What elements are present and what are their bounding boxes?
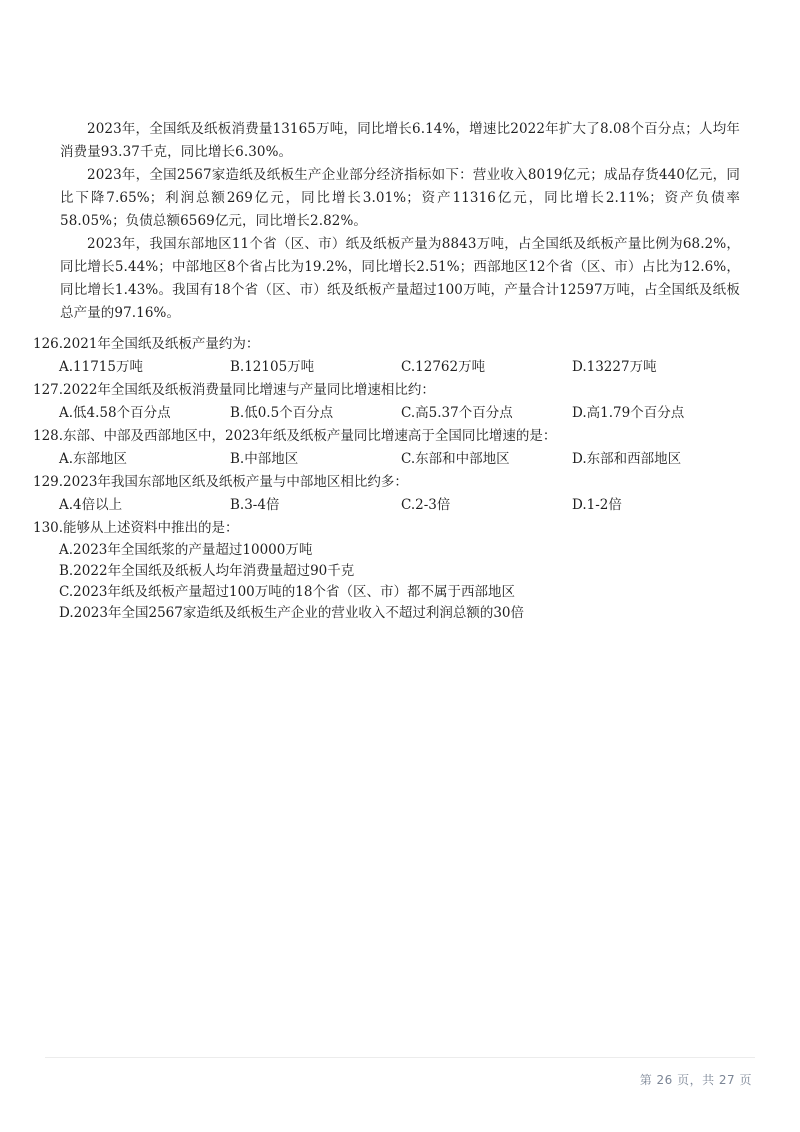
option-b: B.低0.5个百分点 bbox=[230, 405, 334, 421]
question-stem: 130.能够从上述资料中推出的是： bbox=[33, 520, 239, 536]
option-d: D.1-2倍 bbox=[572, 497, 622, 513]
question-130 bbox=[33, 517, 753, 624]
question-list bbox=[33, 333, 753, 624]
option-c: C.12762万吨 bbox=[401, 359, 486, 375]
options-row bbox=[33, 494, 753, 517]
option-b: B.3-4倍 bbox=[230, 497, 280, 513]
option-c: C.东部和中部地区 bbox=[401, 451, 510, 467]
reading-passage bbox=[60, 118, 740, 325]
question-129 bbox=[33, 471, 753, 517]
option-d: D.东部和西部地区 bbox=[572, 451, 682, 467]
question-stem: 129.2023年我国东部地区纸及纸板产量与中部地区相比约多： bbox=[33, 474, 408, 490]
passage-paragraph-1: 2023年，全国纸及纸板消费量13165万吨，同比增长6.14%，增速比2022年扩大了8.08个百分点；人均年消费量93.37千克，同比增长6.30%。 bbox=[60, 121, 740, 160]
option-d: D.2023年全国2567家造纸及纸板生产企业的营业收入不超过利润总额的30倍 bbox=[59, 605, 525, 621]
option-a: A.11715万吨 bbox=[59, 359, 143, 375]
options-row bbox=[33, 356, 753, 379]
option-d: D.13227万吨 bbox=[572, 359, 657, 375]
option-b: B.12105万吨 bbox=[230, 359, 315, 375]
options-row bbox=[33, 402, 753, 425]
question-stem: 126.2021年全国纸及纸板产量约为： bbox=[33, 336, 260, 352]
option-c: C.高5.37个百分点 bbox=[401, 405, 513, 421]
option-c: C.2-3倍 bbox=[401, 497, 451, 513]
question-127 bbox=[33, 379, 753, 425]
option-a: A.东部地区 bbox=[59, 451, 128, 467]
question-stem: 128.东部、中部及西部地区中，2023年纸及纸板产量同比增速高于全国同比增速的是： bbox=[33, 428, 557, 444]
passage-paragraph-2: 2023年，全国2567家造纸及纸板生产企业部分经济指标如下：营业收入8019亿元；成品存货440亿元，同比下降7.65%；利润总额269亿元，同比增长3.01%；资产11316亿元，同比增长2.11%；资产负债率58.05%；负债总额6569亿元，同比增长2.82%。 bbox=[60, 167, 740, 229]
option-a: A.2023年全国纸浆的产量超过10000万吨 bbox=[59, 542, 313, 558]
passage-paragraph-3: 2023年，我国东部地区11个省（区、市）纸及纸板产量为8843万吨，占全国纸及纸板产量比例为68.2%，同比增长5.44%；中部地区8个省占比为19.2%，同比增长2.51%；西部地区12个省（区、市）占比为12.6%，同比增长1.43%。我国有18个省（区、市）纸及纸板产量超过100万吨，产量合计12597万吨，占全国纸及纸板总产量的97.16%。 bbox=[60, 236, 740, 321]
question-stem: 127.2022年全国纸及纸板消费量同比增速与产量同比增速相比约： bbox=[33, 382, 435, 398]
option-d: D.高1.79个百分点 bbox=[572, 405, 685, 421]
option-a: A.低4.58个百分点 bbox=[59, 405, 171, 421]
option-c: C.2023年纸及纸板产量超过100万吨的18个省（区、市）都不属于西部地区 bbox=[59, 584, 515, 600]
options-row bbox=[33, 448, 753, 471]
question-126 bbox=[33, 333, 753, 379]
question-128 bbox=[33, 425, 753, 471]
option-a: A.4倍以上 bbox=[59, 497, 123, 513]
footer-divider bbox=[45, 1057, 755, 1058]
page-number: 第 26 页，共 27 页 bbox=[639, 1073, 752, 1087]
option-b: B.2022年全国纸及纸板人均年消费量超过90千克 bbox=[59, 563, 355, 579]
options-column bbox=[33, 540, 753, 624]
option-b: B.中部地区 bbox=[230, 451, 299, 467]
